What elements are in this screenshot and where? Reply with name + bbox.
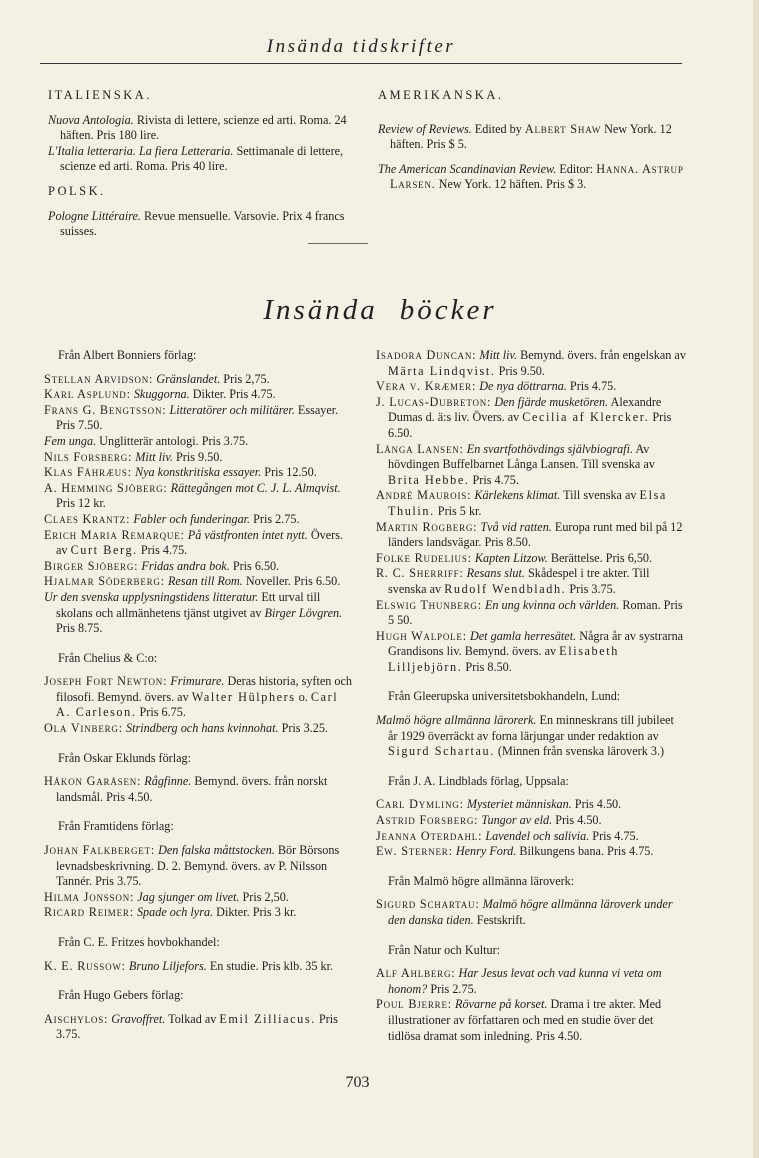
book-langa-lansen: Långa Lansen: En svartfothövdings självbiografi. Av hövdingen Buffelbarnet Långa Lansen. Till svenska av Brita Hebbe. Pris 4.75. bbox=[376, 441, 655, 487]
book-soderberg: Hjalmar Söderberg: Resan till Rom. Noveller. Pris 6.50. bbox=[44, 574, 341, 589]
entry-nuova-antologia: Nuova Antologia. Rivista di lettere, scienze ed arti. Roma. 24 häften. Pris 180 lire. bbox=[48, 112, 347, 143]
book-newton: Joseph Fort Newton: Frimurare. Deras historia, syften och filosofi. Bemynd. övers. av Walter Hülphers o. Carl A. Carleson. Pris 6.75. bbox=[44, 674, 353, 720]
book-lucas-dubreton: J. Lucas-Dubreton: Den fjärde musketören. Alexandre Dumas d. ä:s liv. Övers. av Cecilia af Klercker. Pris 6.50. bbox=[376, 394, 672, 440]
book-falkberget: Johan Falkberget: Den falska måttstocken. Bör Börsons levnadsbeskrivning. D. 2. Bemynd. övers. av P. Nilsson Tannér. Pris 3.75. bbox=[44, 843, 340, 889]
book-schartau: Sigurd Schartau: Malmö högre allmänna läroverk under den danska tiden. Festskrift. bbox=[376, 897, 673, 927]
section-divider bbox=[308, 243, 368, 244]
book-russow: K. E. Russow: Bruno Liljefors. En studie. Pris klb. 35 kr. bbox=[44, 958, 334, 973]
tidskrifter-right bbox=[378, 88, 684, 193]
book-fem-unga: Fem unga. Unglitterär antologi. Pris 3.75. bbox=[44, 433, 249, 448]
book-arvidson: Stellan Arvidson: Gränslandet. Pris 2,75. bbox=[44, 371, 270, 386]
book-hemming-sjoberg: A. Hemming Sjöberg: Rättegången mot C. J. L. Almqvist. Pris 12 kr. bbox=[44, 480, 341, 511]
publisher-natur-och-kultur: Från Natur och Kultur: bbox=[388, 942, 501, 957]
book-fahraeus: Klas Fåhræus: Nya konstkritiska essayer. Pris 12.50. bbox=[44, 465, 317, 480]
book-aischylos: Aischylos: Gravoffret. Tolkad av Emil Zilliacus. Pris 3.75. bbox=[44, 1011, 338, 1042]
book-duncan: Isadora Duncan: Mitt liv. Bemynd. övers. från engelskan av Märta Lindqvist. Pris 9.50. bbox=[376, 348, 686, 378]
page-edge bbox=[753, 0, 759, 1158]
book-bjerre: Poul Bjerre: Rövarne på korset. Drama i tre akter. Med illustrationer av författaren och med en studie över det tidlösa dramat som inledning. Pris 4.50. bbox=[376, 997, 662, 1043]
publisher-malmo-laroverk: Från Malmö högre allmänna läroverk: bbox=[388, 873, 575, 888]
book-sherriff: R. C. Sherriff: Resans slut. Skådespel i tre akter. Till svenska av Rudolf Wendbladh. Pris 3.75. bbox=[376, 566, 650, 596]
publisher-chelius: Från Chelius & C:o: bbox=[58, 650, 158, 665]
book-upplysningstiden: Ur den svenska upplysningstidens litteratur. Ett urval till skolans och allmänhetens tjänst utgivet av Birger Lövgren. Pris 8.75. bbox=[44, 589, 343, 636]
publisher-gebers: Från Hugo Gebers förlag: bbox=[58, 988, 184, 1003]
book-rudelius: Folke Rudelius: Kapten Litzow. Berättelse. Pris 6,50. bbox=[376, 550, 653, 565]
book-walpole: Hugh Walpole: Det gamla herresätet. Några år av systrarna Grandisons liv. Bemynd. övers. av Elisabeth Lilljebjörn. Pris 8.50. bbox=[376, 628, 684, 674]
book-bengtsson: Frans G. Bengtsson: Litteratörer och militärer. Essayer. Pris 7.50. bbox=[44, 402, 339, 433]
publisher-gleerup: Från Gleerupska universitetsbokhandeln, Lund: bbox=[388, 689, 621, 704]
entry-american-scandinavian-review: The American Scandinavian Review. Editor: Hanna. Astrup Larsen. New York. 12 häften. Pris $ 3. bbox=[378, 161, 684, 192]
book-astrid-forsberg: Astrid Forsberg: Tungor av eld. Pris 4.50. bbox=[376, 813, 602, 828]
tidskrifter-left bbox=[48, 88, 354, 240]
book-rogberg: Martin Rogberg: Två vid ratten. Europa runt med bil på 12 länders landsvägar. Pris 8.50. bbox=[376, 519, 683, 550]
book-oterdahl: Jeanna Oterdahl: Lavendel och salivia. Pris 4.75. bbox=[376, 828, 639, 843]
page-number: 703 bbox=[345, 1074, 370, 1091]
heading-american: AMERIKANSKA. bbox=[378, 88, 504, 102]
entry-review-of-reviews: Review of Reviews. Edited by Albert Shaw New York. 12 häften. Pris $ 5. bbox=[378, 121, 672, 152]
entry-italia-letteraria: L'Italia letteraria. La fiera Letteraria. Settimanale di lettere, scienze ed arti. Roma. Pris 40 lire. bbox=[48, 143, 344, 174]
head-rule bbox=[40, 63, 682, 64]
books-left-column bbox=[44, 348, 354, 1043]
entry-pologne-litteraire: Pologne Littéraire. Revue mensuelle. Varsovie. Prix 4 francs suisses. bbox=[48, 208, 345, 239]
book-remarque: Erich Maria Remarque: På västfronten intet nytt. Övers. av Curt Berg. Pris 4.75. bbox=[44, 527, 344, 558]
book-reimer: Ricard Reimer: Spade och lyra. Dikter. Pris 3 kr. bbox=[44, 905, 297, 920]
section-title: Insända böcker bbox=[263, 294, 497, 326]
book-maurois: André Maurois: Kärlekens klimat. Till svenska av Elsa Thulin. Pris 5 kr. bbox=[376, 488, 667, 518]
book-malmo-minneskrans: Malmö högre allmänna lärorerk. En minneskrans till jubileet år 1929 överräckt av forna lärjungar under redaktion av Sigurd Schartau. (Minnen från svenska läroverk 3.) bbox=[376, 713, 674, 759]
publisher-bonniers: Från Albert Bonniers förlag: bbox=[58, 348, 197, 362]
publisher-fritzes: Från C. E. Fritzes hovbokhandel: bbox=[58, 935, 220, 949]
running-head: Insända tidskrifter bbox=[266, 36, 456, 57]
book-ahlberg: Alf Ahlberg: Har Jesus levat och vad kunna vi veta om honom? Pris 2.75. bbox=[376, 966, 662, 996]
publisher-framtiden: Från Framtidens förlag: bbox=[58, 819, 174, 834]
book-asplund: Karl Asplund: Skuggorna. Dikter. Pris 4.75. bbox=[44, 387, 276, 402]
book-forsberg: Nils Forsberg: Mitt liv. Pris 9.50. bbox=[44, 449, 223, 464]
book-krantz: Claes Krantz: Fabler och funderingar. Pris 2.75. bbox=[44, 511, 300, 526]
publisher-lindblad: Från J. A. Lindblads förlag, Uppsala: bbox=[388, 773, 569, 788]
publisher-eklund: Från Oskar Eklunds förlag: bbox=[58, 750, 192, 765]
book-sterner: Ew. Sterner: Henry Ford. Bilkungens bana. Pris 4.75. bbox=[376, 844, 654, 859]
book-vinberg: Ola Vinberg: Strindberg och hans kvinnohat. Pris 3.25. bbox=[44, 721, 328, 736]
book-thunberg: Elswig Thunberg: En ung kvinna och världen. Roman. Pris 5 50. bbox=[376, 597, 683, 628]
heading-polish: POLSK. bbox=[48, 183, 106, 198]
book-kraemer: Vera v. Kræmer: De nya döttrarna. Pris 4.75. bbox=[376, 379, 617, 394]
book-birger-sjoberg: Birger Sjöberg: Fridas andra bok. Pris 6.50. bbox=[44, 558, 280, 573]
book-jonsson: Hilma Jonsson: Jag sjunger om livet. Pris 2,50. bbox=[44, 889, 289, 904]
book-dymling: Carl Dymling: Mysteriet människan. Pris 4.50. bbox=[376, 797, 622, 812]
heading-italian: ITALIENSKA. bbox=[48, 88, 152, 102]
book-garasen: Håkon Garåsen: Rågfinne. Bemynd. övers. från norskt landsmål. Pris 4.50. bbox=[44, 774, 328, 804]
books-right-column bbox=[376, 348, 686, 1044]
